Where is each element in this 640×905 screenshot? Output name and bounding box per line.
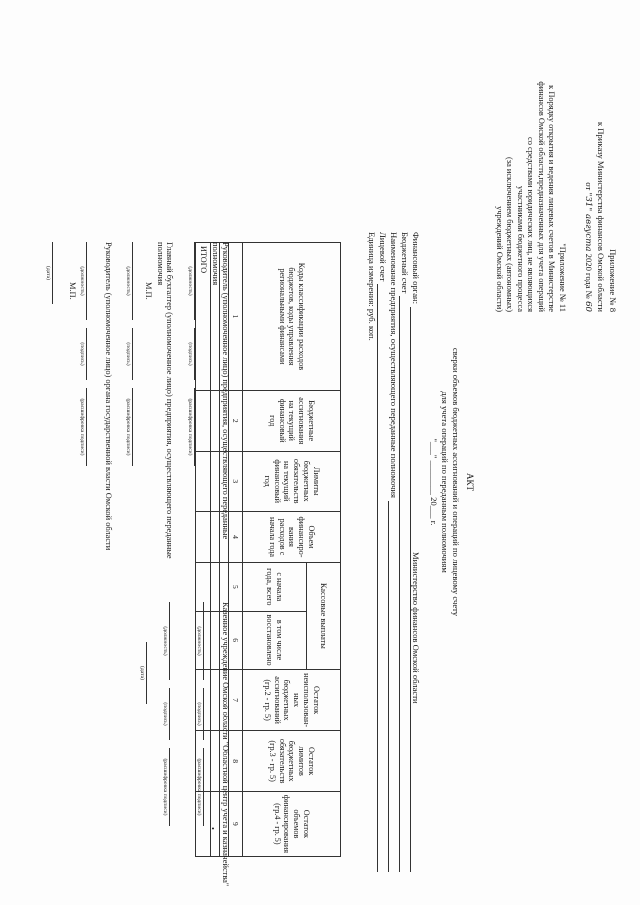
- appendix-header: [580, 12, 617, 312]
- header-col9: Остаток объемов финансирования (гр.4 - гр. 5): [243, 791, 341, 856]
- unit-row: Единица измерения: руб. коп.: [365, 232, 376, 872]
- rotated-form: [15, 12, 625, 892]
- signatures-treasury: Казенное учреждение Омской области "Областной центр учета и казначейства" (должность) (подпись) (расшифровка подписи) (должность) (подпись) (расшифровка подписи) (дата): [139, 602, 230, 902]
- stamp-place: М.П.: [143, 282, 153, 300]
- org-name-row: Наименование предприятия, осуществляющего переданные полномочия: [387, 232, 398, 872]
- header-col4: Объем финансиро-вания расходов с начала года: [243, 511, 341, 562]
- title-akt: АКТ: [465, 473, 475, 491]
- account-row: Лицевой счет: [376, 232, 387, 872]
- total-label: ИТОГО: [196, 243, 211, 391]
- head-org-label: Руководитель (уполномоченное лицо) предприятия, осуществляющего переданные полномочия: [211, 242, 230, 540]
- header-col1: Коды классификации расходов бюджетов, коды управления региональными финансами: [243, 243, 341, 391]
- scan-dot: •: [208, 827, 217, 830]
- header-col7: Остаток неиспользован-ных бюджетных ассигнований (гр.2 - гр. 5): [243, 669, 341, 731]
- document-title: [429, 292, 475, 672]
- head-gov-label: Руководитель (уполномоченное лицо) органа государственной власти Омской области: [103, 242, 113, 551]
- reference-block: "Приложение № 11 к Порядку открытия и ведения лицевых счетов в Министерстве финансов Омской области,предназначенных для учета операций со средствами юридических лиц, не являющихся участниками бюджетного процесса (за исключением бюджетных (автономных) учреждений Омской области): [495, 81, 567, 312]
- title-line2: для учета операций по переданным полномочиям: [440, 391, 451, 573]
- meta-fields: [365, 232, 420, 872]
- fin-organ-row: [409, 232, 420, 872]
- header-col5: с начала года, всего: [243, 563, 307, 611]
- treasury-label: Казенное учреждение Омской области "Областной центр учета и казначейства": [221, 602, 230, 887]
- signatures-org: Руководитель (уполномоченное лицо) предприятия, осуществляющего переданные полномочия (должность) (подпись) (расшифровка подписи) Главный бухгалтер (уполномоченное лицо) предприятия, осуществляющего переданные полномочия М.П. (должность) (подпись) (расшифровка подписи) Руководитель (уполномоченное лицо) органа государственной власти Омской области (должность) (подпись) (расшифровка подписи) М.П. (дата): [45, 242, 230, 572]
- chief-accountant-label: Главный бухгалтер (уполномоченное лицо) предприятия, осуществляющего переданные полномочия: [155, 242, 175, 559]
- appendix-line1: Приложение № 8: [608, 249, 618, 312]
- table-header-row1: [307, 243, 341, 857]
- appendix-line2: к Приказу Министерства финансов Омской области: [596, 121, 607, 312]
- header-cash-group: Кассовые выплаты: [307, 563, 341, 670]
- fin-organ-value: Министерство финансов Омской области: [411, 552, 421, 704]
- appendix-line3: от "31" августа 2020 года № 60: [583, 182, 595, 312]
- header-col6: в том числе восстановлено: [243, 611, 307, 669]
- handwritten-number: 60: [583, 301, 594, 312]
- title-date: "___" ________ 20___ г.: [429, 438, 440, 526]
- table-number-row: 1 2 3 4 5 6 7 8 9: [229, 243, 243, 857]
- handwritten-date: "31" августа: [583, 192, 594, 252]
- header-col2: Бюджетные ассигнования на текущий финансовый год: [243, 390, 341, 451]
- budget-account-row: Бюджетный счет: [398, 232, 409, 872]
- header-col3: Лимиты бюджетных обязательств на текущий финансовый год: [243, 451, 341, 511]
- header-col8: Остаток лимитов бюджетных обязательств (гр.3 - гр. 5): [243, 731, 341, 791]
- fin-organ-label: Финансовый орган:: [410, 232, 420, 307]
- title-line1: сверки объемов бюджетных ассигнований и операций по лицевому счету: [450, 347, 461, 617]
